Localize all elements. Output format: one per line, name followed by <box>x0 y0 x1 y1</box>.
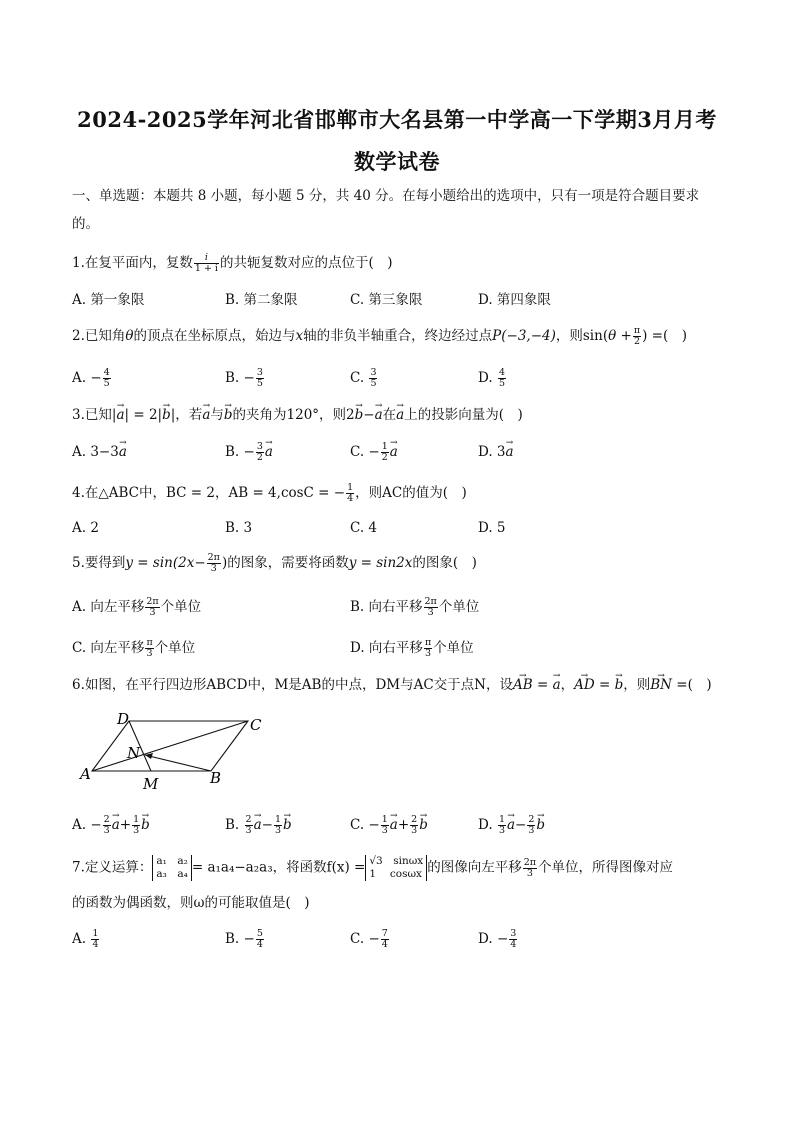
q6-option-c[interactable]: C. − $\frac{1}{3}$ → a+ $\frac{2}{3}$ → b <box>350 815 428 836</box>
label-b: B <box>210 769 222 787</box>
q4-option-a[interactable]: A. 2 <box>72 520 99 536</box>
q3-option-a[interactable]: A. 3−3→ a <box>72 442 127 462</box>
label-m: M <box>143 775 159 793</box>
q1-option-d[interactable]: D. 第四象限 <box>478 292 551 308</box>
vector-bn <box>145 755 211 771</box>
diagonal-ac <box>92 721 248 771</box>
q1-option-a[interactable]: A. 第一象限 <box>72 292 145 308</box>
question-3: 3.已知|→ a| = 2|→ b|，若→ a与→ b的夹角为120°，则2→ b−→ a在→ a上的投影向量为( ) <box>72 405 523 425</box>
q2-option-b[interactable]: B. − $\frac{3}{5}$ <box>225 367 263 389</box>
q1-option-b[interactable]: B. 第二象限 <box>225 292 298 308</box>
q7-option-d[interactable]: D. − $\frac{3}{4}$ <box>478 928 517 950</box>
fraction: $\frac{i}{1 + i}$ <box>194 252 218 274</box>
q7-option-b[interactable]: B. − $\frac{5}{4}$ <box>225 928 263 950</box>
label-c: C <box>250 716 262 734</box>
parallelogram-figure <box>72 705 282 795</box>
section-intro: 一、单选题：本题共 8 小题，每小题 5 分，共 40 分。在每小题给出的选项中，只有一项是符合题目要求 <box>72 188 700 204</box>
question-7: 7.定义运算： a₁ a₂ a₃ a₄ = a₁a₄−a₂a₃，将函数f(x) = √3 sinωx 1 cosωx 的图像向左平移 $\frac{2\pi}{3}$ 个单位，所得图像对应 <box>72 855 674 880</box>
question-4: 4.在△ABC中，BC = 2，AB = 4,cosC = − $\frac{1}{4}$ ，则AC的值为( ) <box>72 482 467 504</box>
exam-subtitle: 数学试卷 <box>354 149 440 174</box>
q3-option-b[interactable]: B. − $\frac{3}{2}$ → a <box>225 442 273 463</box>
question-2: 2.已知角θ的顶点在坐标原点，始边与x轴的非负半轴重合，终边经过点P(−3,−4)，则sin(θ + $\frac{\pi}{2}$ ) =( ) <box>72 325 687 347</box>
q3-option-c[interactable]: C. − $\frac{1}{2}$ → a <box>350 442 398 463</box>
q5-option-a[interactable]: A. 向左平移 $\frac{2\pi}{3}$ 个单位 <box>72 596 202 618</box>
question-6: 6.如图，在平行四边形ABCD中，M是AB的中点，DM与AC交于点N，设→ AB = → a，→ AD = → b，则→ BN =( ) <box>72 675 712 695</box>
question-7-cont: 的函数为偶函数，则ω的可能取值是( ) <box>72 895 310 911</box>
q1-option-c[interactable]: C. 第三象限 <box>350 292 423 308</box>
q7-option-a[interactable]: A. $\frac{1}{4}$ <box>72 928 99 950</box>
exam-title: 2024-2025学年河北省邯郸市大名县第一中学高一下学期3月月考 <box>77 107 717 132</box>
q5-option-d[interactable]: D. 向右平移 $\frac{\pi}{3}$ 个单位 <box>350 637 474 659</box>
q6-option-b[interactable]: B. $\frac{2}{3}$ → a− $\frac{1}{3}$ → b <box>225 815 292 836</box>
q6-option-d[interactable]: D. $\frac{1}{3}$ → a− $\frac{2}{3}$ → b <box>478 815 545 836</box>
q2-option-a[interactable]: A. − $\frac{4}{5}$ <box>72 367 110 389</box>
question-5: 5.要得到y = sin(2x− $\frac{2\pi}{3}$ )的图象，需要将函数y = sin2x的图象( ) <box>72 552 477 574</box>
q3-option-d[interactable]: D. 3→ a <box>478 442 514 462</box>
label-n: N <box>127 744 141 762</box>
label-d: D <box>117 710 130 728</box>
q5-option-b[interactable]: B. 向右平移 $\frac{2\pi}{3}$ 个单位 <box>350 596 480 618</box>
label-a: A <box>80 765 91 783</box>
determinant-definition: a₁ a₂ a₃ a₄ <box>152 855 191 881</box>
q7-option-c[interactable]: C. − $\frac{7}{4}$ <box>350 928 388 950</box>
q5-option-c[interactable]: C. 向左平移 $\frac{\pi}{3}$ 个单位 <box>72 637 196 659</box>
question-1: 1.在复平面内，复数 $\frac{i}{1 + i}$ 的共轭复数对应的点位于( ) <box>72 252 393 274</box>
determinant-function: √3 sinωx 1 cosωx <box>365 855 427 881</box>
q4-option-b[interactable]: B. 3 <box>225 520 253 536</box>
q2-option-c[interactable]: C. $\frac{3}{5}$ <box>350 367 377 389</box>
q4-option-d[interactable]: D. 5 <box>478 520 506 536</box>
q6-option-a[interactable]: A. − $\frac{2}{3}$ → a+ $\frac{1}{3}$ → b <box>72 815 150 836</box>
q2-option-d[interactable]: D. $\frac{4}{5}$ <box>478 367 505 389</box>
q4-option-c[interactable]: C. 4 <box>350 520 378 536</box>
section-intro-cont: 的。 <box>72 216 99 232</box>
